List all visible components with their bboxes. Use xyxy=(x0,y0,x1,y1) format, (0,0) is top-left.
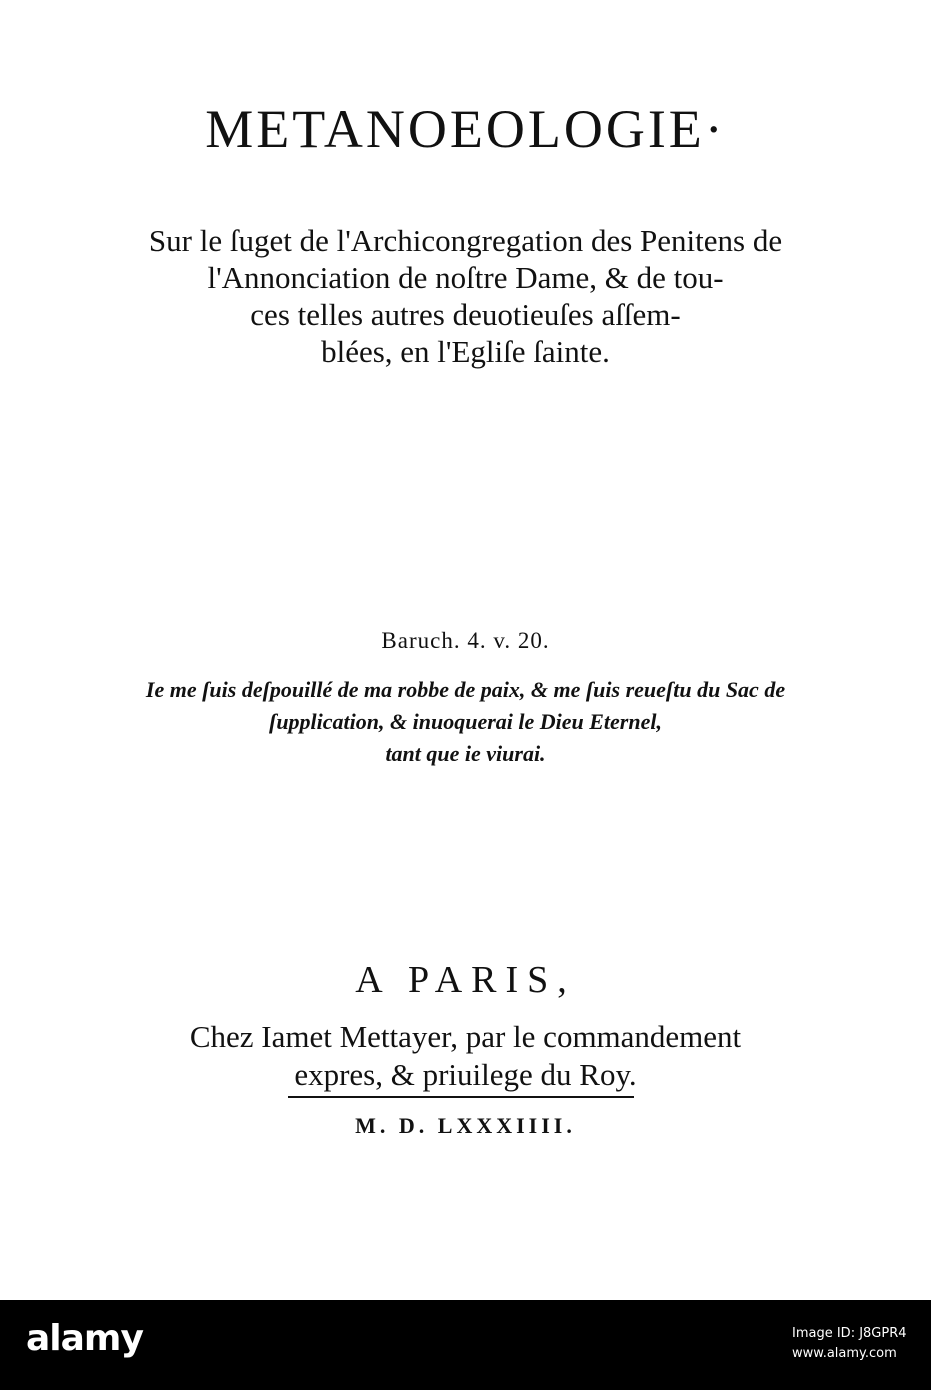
watermark-image-id: Image ID: J8GPR4 xyxy=(792,1326,907,1341)
place-of-publication: A PARIS, xyxy=(355,959,576,1001)
subtitle-line: blées, en l'Egliſe ſainte. xyxy=(321,334,610,369)
divider-rule xyxy=(288,1096,634,1098)
subtitle-line: l'Annonciation de noſtre Dame, & de tou- xyxy=(207,260,724,295)
scripture-citation: Baruch. 4. v. 20. xyxy=(381,628,550,653)
epigraph-line: Ie me ſuis deſpouillé de ma robbe de paix, & me ſuis reueſtu du Sac de xyxy=(145,677,786,702)
watermark-url: www.alamy.com xyxy=(792,1346,897,1361)
epigraph-line: tant que ie viurai. xyxy=(385,741,546,766)
watermark-logo: alamy xyxy=(26,1318,143,1359)
epigraph-line: ſupplication, & inuoquerai le Dieu Eternel, xyxy=(269,709,662,734)
imprint-line: Chez Iamet Mettayer, par le commandement xyxy=(189,1019,742,1054)
imprint-block xyxy=(0,1018,931,1094)
publication-year: M. D. LXXXIIII. xyxy=(355,1113,576,1138)
subtitle-line: ces telles autres deuotieuſes aſſem- xyxy=(250,297,681,332)
subtitle-line: Sur le ſuget de l'Archicongregation des Penitens de xyxy=(148,223,783,258)
imprint-line: expres, & priuilege du Roy. xyxy=(294,1057,637,1092)
epigraph-block xyxy=(0,674,931,770)
subtitle-block xyxy=(0,222,931,370)
book-title: METANOEOLOGIE· xyxy=(205,99,726,159)
